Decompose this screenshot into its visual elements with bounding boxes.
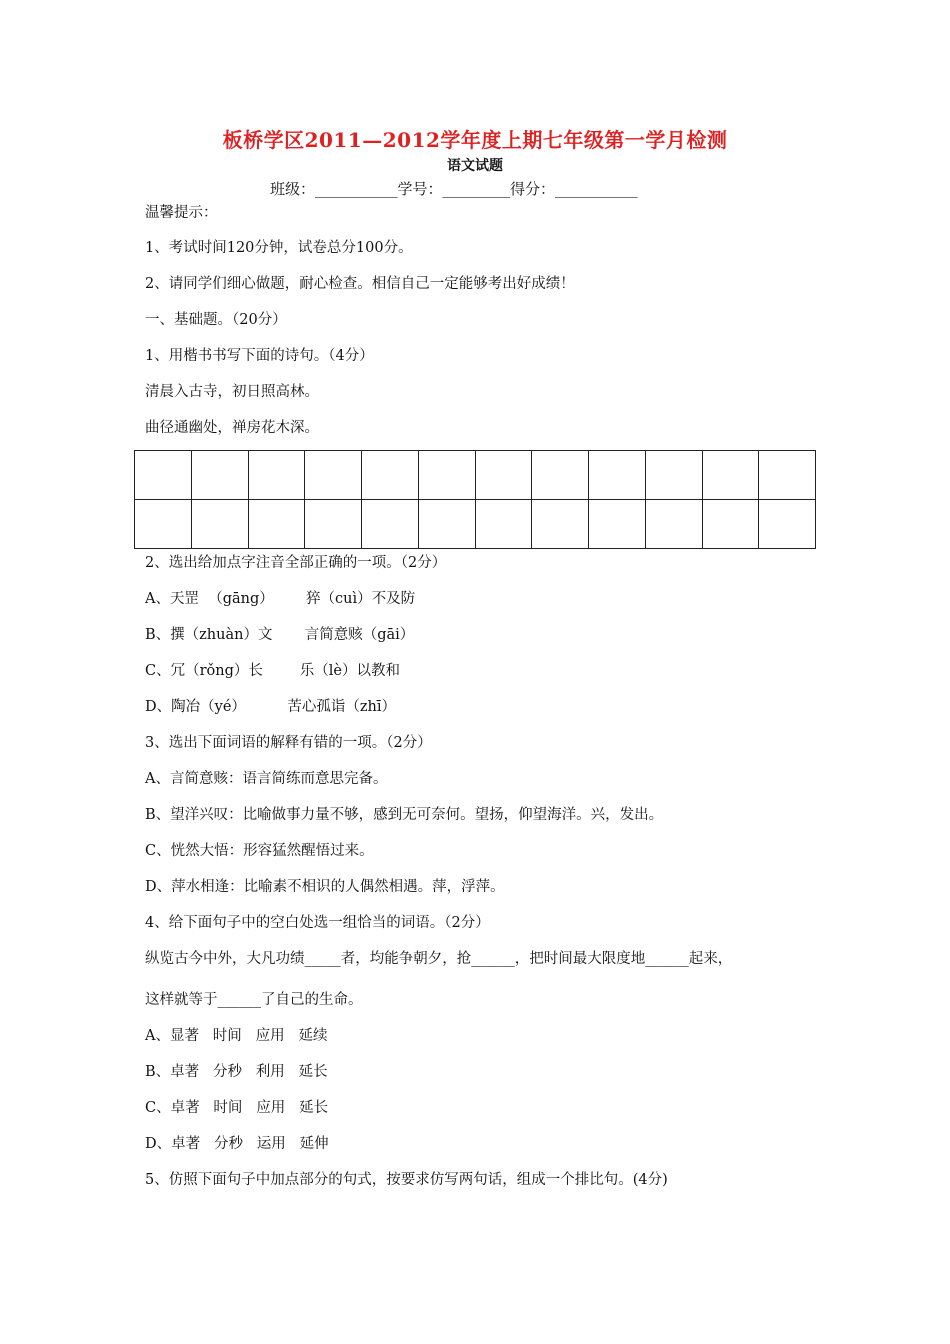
question-5-stem: 5、仿照下面句子中加点部分的句式，按要求仿写两句话，组成一个排比句。(4分) <box>145 1172 668 1188</box>
question-4-stem: 4、给下面句子中的空白处选一组恰当的词语。（2分） <box>145 915 490 931</box>
grid-cell[interactable] <box>191 451 248 500</box>
grid-cell[interactable] <box>645 451 702 500</box>
question-4-option-b: B、卓著 分秒 利用 延长 <box>145 1064 328 1080</box>
grid-cell[interactable] <box>248 500 305 549</box>
grid-cell[interactable] <box>418 451 475 500</box>
grid-cell[interactable] <box>362 500 419 549</box>
grid-cell[interactable] <box>759 451 816 500</box>
grid-cell[interactable] <box>248 451 305 500</box>
grid-row <box>135 500 816 549</box>
writing-grid <box>134 450 816 549</box>
question-3-option-d: D、萍水相逢：比喻素不相识的人偶然相遇。萍，浮萍。 <box>145 879 505 895</box>
tip-item-2: 2、请同学们细心做题，耐心检查。相信自己一定能够考出好成绩！ <box>145 276 575 292</box>
question-4-text-line-1: 纵览古今中外，大凡功绩_____者，均能争朝夕，抢______，把时间最大限度地______起来， <box>145 951 733 967</box>
question-2-stem: 2、选出给加点字注音全部正确的一项。（2分） <box>145 555 447 571</box>
grid-cell[interactable] <box>191 500 248 549</box>
question-1-stem: 1、用楷书书写下面的诗句。（4分） <box>145 348 374 364</box>
poem-line-1: 清晨入古寺，初日照高林。 <box>145 384 319 400</box>
exam-title: 板桥学区2011—2012学年度上期七年级第一学月检测 <box>222 128 728 152</box>
tips-heading: 温馨提示： <box>145 205 218 221</box>
question-2-option-d: D、陶冶（yé） 苦心孤诣（zhī） <box>145 699 396 715</box>
tip-item-1: 1、考试时间120分钟，试卷总分100分。 <box>145 240 413 256</box>
student-info-line: 班级：___________学号：_________得分：___________ <box>270 180 638 198</box>
question-4-text-line-2: 这样就等于______了自己的生命。 <box>145 992 363 1008</box>
question-3-option-c: C、恍然大悟：形容猛然醒悟过来。 <box>145 843 374 859</box>
question-4-option-c: C、卓著 时间 应用 延长 <box>145 1100 329 1116</box>
grid-cell[interactable] <box>475 451 532 500</box>
grid-cell[interactable] <box>475 500 532 549</box>
grid-cell[interactable] <box>305 451 362 500</box>
grid-cell[interactable] <box>135 500 192 549</box>
question-3-option-b: B、望洋兴叹：比喻做事力量不够，感到无可奈何。望扬，仰望海洋。兴，发出。 <box>145 807 664 823</box>
grid-cell[interactable] <box>702 451 759 500</box>
grid-cell[interactable] <box>589 500 646 549</box>
grid-cell[interactable] <box>645 500 702 549</box>
question-3-option-a: A、言简意赅：语言简练而意思完备。 <box>145 771 388 787</box>
question-4-option-d: D、卓著 分秒 运用 延伸 <box>145 1136 329 1152</box>
grid-row <box>135 451 816 500</box>
question-2-option-a: A、天罡 （gāng） 猝（cuì）不及防 <box>145 591 416 607</box>
exam-subtitle: 语文试题 <box>447 158 503 174</box>
grid-cell[interactable] <box>305 500 362 549</box>
grid-cell[interactable] <box>418 500 475 549</box>
poem-line-2: 曲径通幽处，禅房花木深。 <box>145 420 319 436</box>
question-2-option-b: B、撰（zhuàn）文 言简意赅（gāi） <box>145 627 415 643</box>
grid-cell[interactable] <box>362 451 419 500</box>
grid-cell[interactable] <box>702 500 759 549</box>
grid-cell[interactable] <box>135 451 192 500</box>
grid-cell[interactable] <box>589 451 646 500</box>
grid-cell[interactable] <box>532 500 589 549</box>
grid-cell[interactable] <box>759 500 816 549</box>
grid-cell[interactable] <box>532 451 589 500</box>
question-3-stem: 3、选出下面词语的解释有错的一项。（2分） <box>145 735 432 751</box>
section-heading: 一、基础题。（20分） <box>145 312 287 328</box>
question-4-option-a: A、显著 时间 应用 延续 <box>145 1028 328 1044</box>
question-2-option-c: C、冗（rǒng）长 乐（lè）以教和 <box>145 663 400 679</box>
